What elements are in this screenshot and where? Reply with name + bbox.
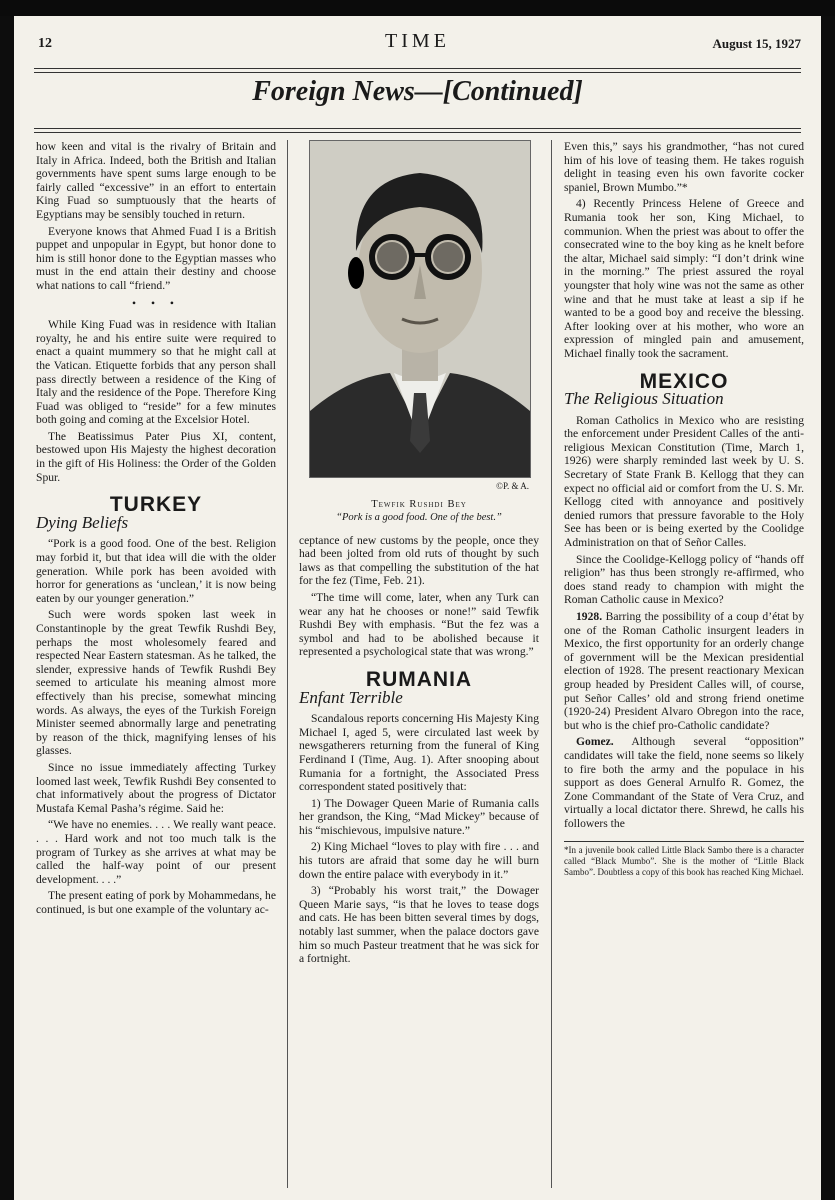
column-1: [36, 140, 276, 919]
paragraph: Since no issue immediately affecting Turkey loomed last week, Tewfik Rushdi Bey consented to chat informatively about the progress of Dictator Mustafa Kemal Pasha’s régime. Said he:: [36, 760, 276, 815]
paragraph: Such were words spoken last week in Constantinople by the great Tewfik Rushdi Bey, perhaps the most wholesomely feared and respected Near Eastern statesman. As he talked, the slender, expressive hands of Tewfik Rushdi Bey seemed to articulate his meaning almost more effectively than his precise, somewhat mincing words. As always, the eyes of the Turkish Foreign Minister seemed abnormally large and penetrating by reason of the thick, magnifying lenses of his glasses.: [36, 608, 276, 758]
paragraph: “We have no enemies. . . . We really want peace. . . . Hard work and not too much talk is the program of Turkey as she arrives at what may be called the half-way point of our present development. . . .”: [36, 818, 276, 886]
section-rule-top: [34, 128, 801, 129]
paragraph-lead: Gomez.: [576, 735, 614, 749]
section-title: Foreign News—[Continued]: [252, 76, 583, 107]
page-header: [14, 30, 821, 54]
turkey-heading: TURKEY: [109, 493, 203, 517]
magazine-title: TIME: [385, 30, 450, 52]
paragraph: While King Fuad was in residence with Italian royalty, he and his entire suite were required to enact a quaint mummery so that he might call at the Vatican. Etiquette forbids that any person shall pass directly between a residence of the King of Italy and the residence of the Pope. Therefore King Fuad was obliged to “reside” for a few minutes both going and coming at the Excelsior Hotel.: [36, 318, 276, 427]
paragraph: The Beatissimus Pater Pius XI, content, bestowed upon His Majesty the highest decoration in the gift of His Holiness: the Order of the Golden Spur.: [36, 429, 276, 484]
portrait-photo: [309, 140, 531, 478]
header-rule-bottom: [34, 72, 801, 73]
paragraph: [564, 735, 804, 830]
screen-top-bar: [0, 0, 835, 16]
paragraph: 4) Recently Princess Helene of Greece and Rumania took her son, King Michael, to communion. When the priest was about to offer the consecrated wine to the boy king as he knelt before the altar, Michael said simply: “I don’t drink wine in the morning.” The priest assured the royal youngster that holy wine was not the same as other wine and that he must take at least a sip if he wanted to be a good boy and receive the blessing. After looking over at his mother, who wore an expression of mingled pain and amusement, Michael finally took the sacrament.: [564, 197, 804, 360]
paragraph: 3) “Probably his worst trait,” the Dowager Queen Marie says, “is that he loves to tease dogs and cats. He has been bitten several times by dogs, notably last summer, when the palace doctors gave him so much Pasteur treatment that he was sick for a fortnight.: [299, 884, 539, 966]
mexico-heading: MEXICO: [639, 369, 729, 393]
paragraph-body: Although several “opposition” candidates will take the field, none seems so likely to fire both the army and the populace in his support as does General Arnulfo R. Gomez, the Zone Commandant of the State of Vera Cruz, and virtually a local dictator there. Shrewd, he calls his followers the: [564, 735, 804, 830]
footnote: *In a juvenile book called Little Black Sambo there is a character called “Black Mumbo”. She is the mother of “Little Black Sambo”. Doubtless a copy of this book has reached King Michael.: [564, 841, 804, 878]
photo-caption: [305, 498, 533, 524]
page-number: 12: [38, 36, 52, 51]
section-break: • • •: [132, 296, 180, 310]
turkey-subheading: Dying Beliefs: [36, 512, 129, 532]
rumania-heading: RUMANIA: [365, 667, 473, 691]
paragraph: Since the Coolidge-Kellogg policy of “hands off religion” has thus been strongly re-affirmed, who does stand ready to champion with might the Roman Catholic cause in Mexico?: [564, 552, 804, 607]
paragraph: “Pork is a good food. One of the best. Religion may forbid it, but that idea will die with the older generation. While pork has been avoided with horror for generations as ‘unclean,’ it is now being eaten by our younger generation.”: [36, 537, 276, 605]
column-2: [299, 140, 539, 969]
paragraph: Scandalous reports concerning His Majesty King Michael I, aged 5, were circulated last week by newsgatherers returning from the funeral of King Ferdinand I (Time, Aug. 1). After snooping about Rumania for a fortnight, the Associated Press correspondent stated positively that:: [299, 712, 539, 794]
section-rule-bottom: [34, 132, 801, 133]
paragraph: [564, 610, 804, 732]
paragraph: how keen and vital is the rivalry of Britain and Italy in Africa. Indeed, both the British and Italian governments have spent sums large enough to be fairly called “excessive” in an effort to entertain King Fuad so sumptuously that the hearts of Egyptians may be sensibly touched in return.: [36, 140, 276, 221]
paragraph: 2) King Michael “loves to play with fire . . . and his tutors are afraid that some day he will burn down the entire palace with everybody in it.”: [299, 840, 539, 881]
header-rule-top: [34, 68, 801, 69]
caption-quote: “Pork is a good food. One of the best.”: [336, 511, 502, 523]
caption-name: Tewfik Rushdi Bey: [371, 498, 467, 510]
paragraph: Even this,” says his grandmother, “has not cured him of his love of teasing them. He takes roguish delight in teasing even his own favorite cocker spaniel, Brown Mumbo.”*: [564, 140, 804, 194]
paragraph: “The time will come, later, when any Turk can wear any hat he chooses or none!” said Tewfik Rushdi Bey with emphasis. “But the fez was a symbol and had to be abolished because it represented a psychological state that was wrong.”: [299, 590, 539, 659]
paragraph: The present eating of pork by Mohammedans, he continued, is but one example of the voluntary ac-: [36, 889, 276, 916]
paragraph-body: Barring the possibility of a coup d’état by one of the Roman Catholic insurgent leaders in Mexico, the first opportunity for an orderly change of government will be the Mexican presidential election of 1928. The present reactionary Mexican group headed by President Calles will, of course, put Señor Calles’ old and strong friend onetime (1920-24) President Alvaro Obregon into the race, but who is the chief pro-Catholic candidate?: [564, 610, 804, 732]
paragraph: 1) The Dowager Queen Marie of Rumania calls her grandson, the King, “Mad Mickey” because of his “mischievous, impulsive nature.”: [299, 796, 539, 837]
column-divider: [551, 140, 552, 1188]
paragraph-lead: 1928.: [576, 610, 603, 623]
portrait-illustration: [310, 141, 530, 477]
issue-date: August 15, 1927: [712, 36, 801, 51]
rumania-subheading: Enfant Terrible: [299, 687, 403, 707]
paragraph: Roman Catholics in Mexico who are resisting the enforcement under President Calles of the anti-religious Mexican Constitution (Time, March 1, 1926) were sharply reminded last week by U. S. Secretary of State Frank B. Kellogg that they can expect no official aid or comfort from the U. S. Mr. Kellogg cited with annoyance and positively denied rumors that pressure favorable to the Holy See has been or is being exerted by the Coolidge Administration on that of Señor Calles.: [564, 413, 804, 550]
mexico-subheading: The Religious Situation: [564, 389, 724, 409]
paragraph: ceptance of new customs by the people, once they had been jolted from old ruts of thought by such laws as that compelling the substitution of the hat for the fez (Time, Feb. 21).: [299, 533, 539, 588]
magazine-page: [14, 16, 821, 1200]
photo-credit: ©P. & A.: [496, 481, 529, 491]
column-3: [564, 140, 804, 878]
column-divider: [287, 140, 288, 1188]
paragraph: Everyone knows that Ahmed Fuad I is a British puppet and unpopular in Egypt, but honor done to him is still honor done to the Egyptian masses who must in the end attain their destiny and choose what nations to call “friend.”: [36, 224, 276, 292]
